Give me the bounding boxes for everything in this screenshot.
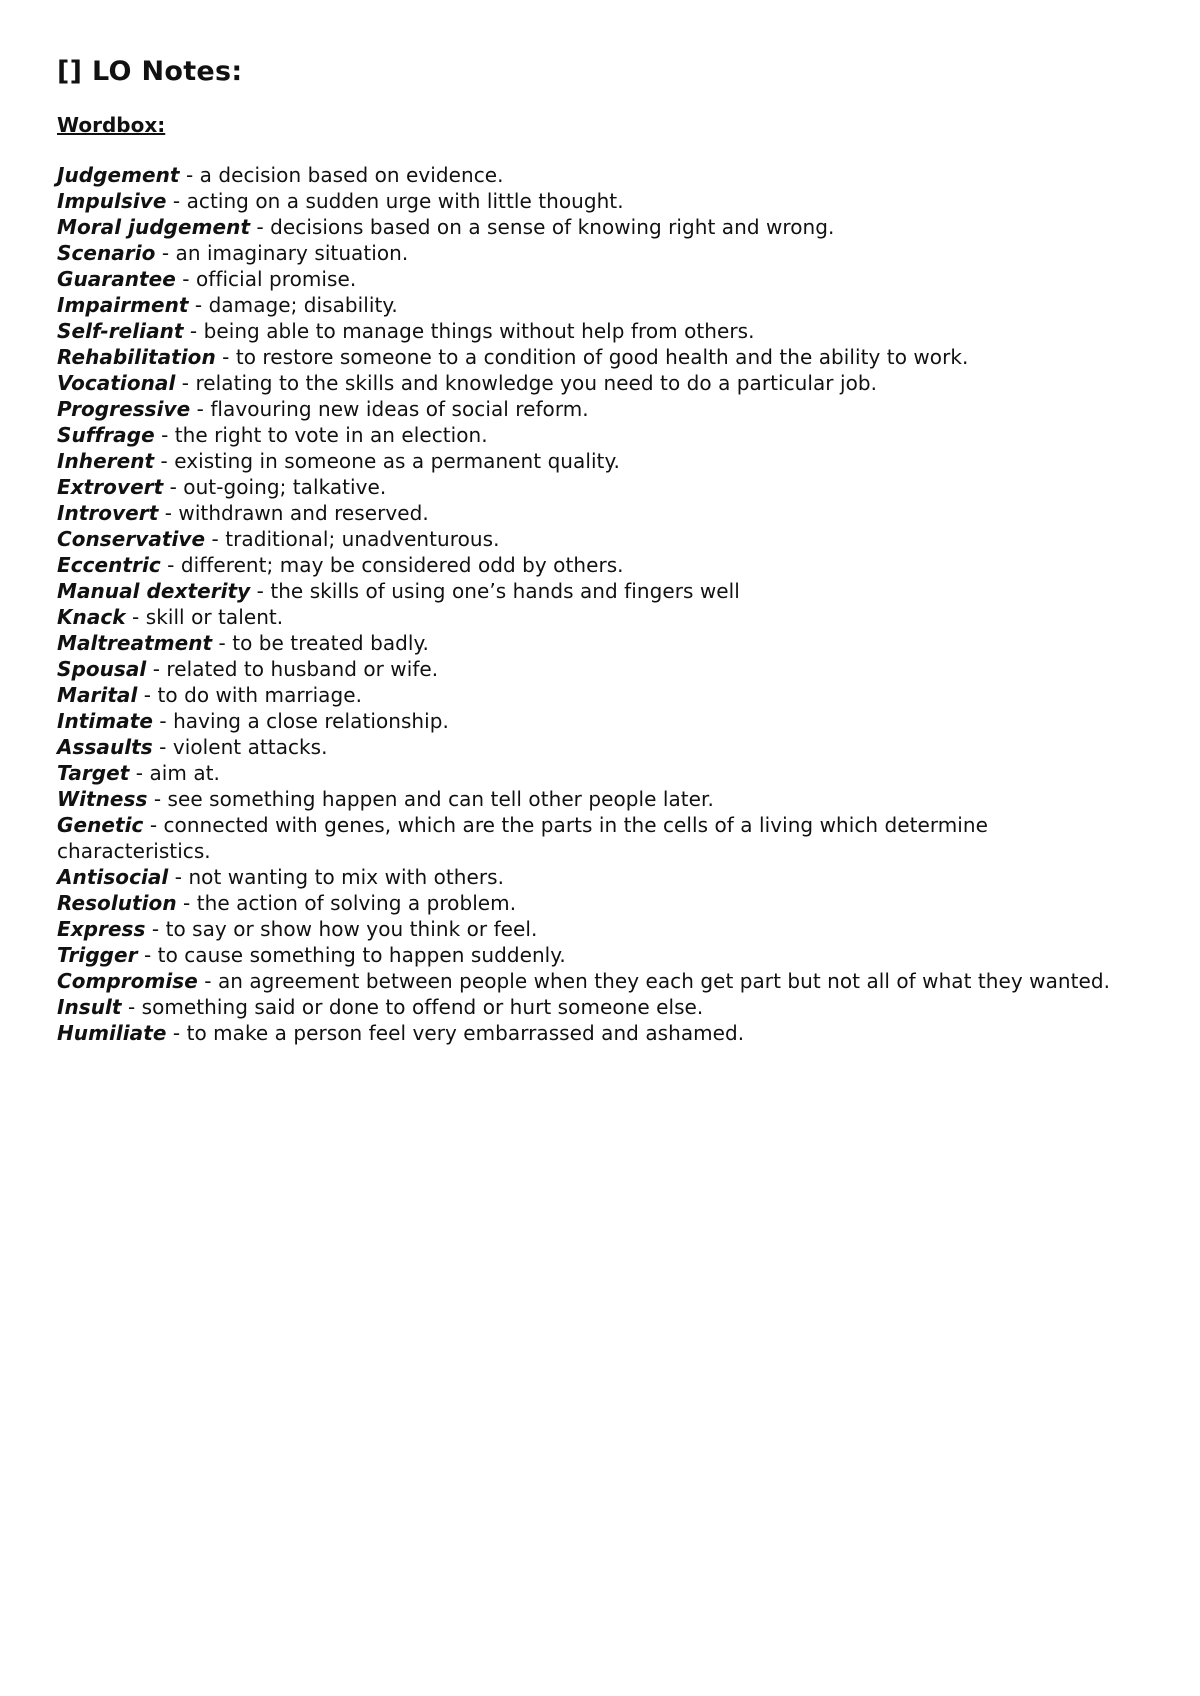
glossary-definition: to be treated badly. [232,631,429,655]
term-separator: - [152,735,173,759]
glossary-term: Moral judgement [57,215,251,239]
glossary-entry [57,604,1147,630]
glossary-definition: an agreement between people when they each get part but not all of what they wanted. [217,969,1111,993]
glossary-term: Target [57,761,130,785]
glossary-entry [57,786,1147,812]
term-separator: - [163,475,184,499]
document-page [57,54,1147,1046]
glossary-definition: relating to the skills and knowledge you need to do a particular job. [195,371,878,395]
glossary-definition: to make a person feel very embarrassed and ashamed. [186,1021,745,1045]
glossary-definition: see something happen and can tell other people later. [167,787,714,811]
glossary-definition: existing in someone as a permanent quality. [174,449,620,473]
glossary-definition: having a close relationship. [173,709,449,733]
glossary-entry [57,162,1147,188]
glossary-entry [57,864,1147,890]
glossary-entry [57,526,1147,552]
term-separator: - [188,293,209,317]
term-separator: - [160,553,181,577]
glossary-term: Trigger [57,943,138,967]
glossary-term: Impulsive [57,189,167,213]
term-separator: - [250,215,271,239]
glossary-entry [57,968,1147,994]
glossary-term: Suffrage [57,423,155,447]
glossary-term: Rehabilitation [57,345,216,369]
glossary-entry [57,422,1147,448]
term-separator: - [205,527,226,551]
glossary-term: Humiliate [57,1021,167,1045]
glossary-entry [57,396,1147,422]
term-separator: - [125,605,146,629]
term-separator: - [176,891,197,915]
term-separator: - [212,631,233,655]
glossary-definition: decisions based on a sense of knowing right and wrong. [270,215,835,239]
glossary-term: Antisocial [57,865,169,889]
glossary-definition: the action of solving a problem. [196,891,517,915]
glossary-definition: connected with genes, which are the parts in the cells of a living which determine characteristics. [57,813,988,863]
glossary-definition: a decision based on evidence. [199,163,504,187]
term-separator: - [175,267,196,291]
term-separator: - [121,995,142,1019]
glossary-entry [57,344,1147,370]
glossary-definition: the skills of using one’s hands and fingers well [270,579,740,603]
glossary-entry [57,630,1147,656]
glossary-term: Compromise [57,969,198,993]
term-separator: - [197,969,218,993]
glossary-term: Knack [57,605,126,629]
glossary-definition: flavouring new ideas of social reform. [210,397,589,421]
glossary-term: Marital [57,683,138,707]
glossary-entry [57,708,1147,734]
glossary-entry [57,890,1147,916]
glossary-term: Resolution [57,891,177,915]
glossary-term: Insult [57,995,122,1019]
glossary-definition: traditional; unadventurous. [225,527,500,551]
glossary-definition: an imaginary situation. [175,241,409,265]
glossary-term: Assaults [57,735,153,759]
glossary-entry [57,812,1147,864]
term-separator: - [147,787,168,811]
glossary-definition: acting on a sudden urge with little thought. [186,189,624,213]
term-separator: - [145,917,166,941]
glossary-entry [57,500,1147,526]
glossary-entry [57,656,1147,682]
term-separator: - [137,943,158,967]
glossary-term: Eccentric [57,553,161,577]
glossary-entry [57,214,1147,240]
term-separator: - [166,189,187,213]
glossary-definition: to restore someone to a condition of good health and the ability to work. [235,345,969,369]
glossary-definition: to cause something to happen suddenly. [157,943,566,967]
glossary-definition: the right to vote in an election. [174,423,488,447]
glossary-entry [57,1020,1147,1046]
term-separator: - [154,423,175,447]
glossary-term: Impairment [57,293,189,317]
glossary-definition: out-going; talkative. [183,475,387,499]
page-title: [] LO Notes: [57,56,243,87]
glossary-term: Spousal [57,657,147,681]
glossary-term: Guarantee [57,267,176,291]
glossary-list [57,162,1147,1046]
term-separator: - [143,813,164,837]
glossary-term: Intimate [57,709,153,733]
glossary-entry [57,942,1147,968]
term-separator: - [152,709,174,733]
glossary-entry [57,370,1147,396]
glossary-entry [57,266,1147,292]
glossary-entry [57,578,1147,604]
glossary-term: Conservative [57,527,206,551]
glossary-definition: to say or show how you think or feel. [165,917,538,941]
term-separator: - [183,319,204,343]
term-separator: - [250,579,271,603]
term-separator: - [155,241,176,265]
glossary-definition: official promise. [195,267,357,291]
glossary-entry [57,734,1147,760]
term-separator: - [166,1021,187,1045]
wordbox-heading: Wordbox: [57,113,166,137]
glossary-definition: violent attacks. [172,735,328,759]
term-separator: - [146,657,167,681]
glossary-term: Self-reliant [57,319,184,343]
glossary-definition: not wanting to mix with others. [188,865,505,889]
glossary-term: Express [57,917,146,941]
glossary-term: Extrovert [57,475,164,499]
glossary-definition: skill or talent. [145,605,284,629]
glossary-definition: aim at. [149,761,220,785]
glossary-definition: damage; disability. [208,293,398,317]
glossary-term: Progressive [57,397,191,421]
glossary-term: Maltreatment [57,631,213,655]
glossary-entry [57,318,1147,344]
term-separator: - [158,501,179,525]
glossary-term: Introvert [57,501,159,525]
glossary-term: Vocational [57,371,176,395]
term-separator: - [154,449,175,473]
glossary-definition: something said or done to offend or hurt someone else. [141,995,704,1019]
glossary-term: Manual dexterity [57,579,251,603]
term-separator: - [168,865,189,889]
term-separator: - [137,683,158,707]
glossary-entry [57,994,1147,1020]
glossary-entry [57,240,1147,266]
term-separator: - [129,761,150,785]
term-separator: - [215,345,236,369]
glossary-term: Witness [57,787,148,811]
glossary-term: Scenario [57,241,156,265]
glossary-entry [57,292,1147,318]
term-separator: - [190,397,211,421]
glossary-definition: withdrawn and reserved. [178,501,429,525]
glossary-definition: being able to manage things without help from others. [203,319,755,343]
term-separator: - [179,163,200,187]
glossary-entry [57,448,1147,474]
glossary-entry [57,188,1147,214]
glossary-entry [57,474,1147,500]
glossary-entry [57,760,1147,786]
glossary-definition: to do with marriage. [157,683,362,707]
term-separator: - [175,371,196,395]
glossary-entry [57,682,1147,708]
glossary-definition: different; may be considered odd by others. [180,553,624,577]
glossary-entry [57,552,1147,578]
glossary-definition: related to husband or wife. [166,657,439,681]
glossary-term: Inherent [57,449,155,473]
glossary-term: Judgement [57,163,180,187]
glossary-term: Genetic [57,813,144,837]
glossary-entry [57,916,1147,942]
